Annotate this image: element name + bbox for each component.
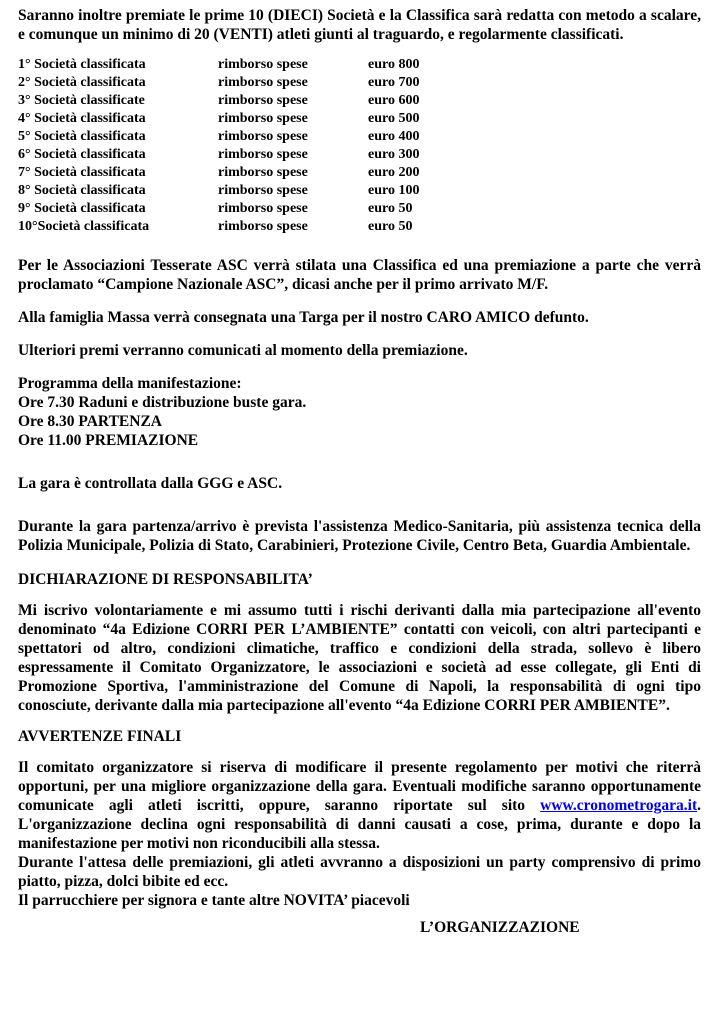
prize-row [18, 110, 701, 128]
prize-place: 4° Società classificata [18, 111, 146, 126]
prize-place: 5° Società classificata [18, 129, 146, 144]
prize-type: rimborso spese [218, 111, 308, 126]
final-text-part: Il comitato organizzatore si riserva di modificare il presente regolamento per motivi che riterrà opportuni, per una migliore organizzazione della gara. Eventuali modifiche saranno opportunamente comunicate agli atleti iscritti, oppure, saranno riportate sul sito [18, 759, 701, 814]
document-page [18, 6, 701, 937]
final-text-part: . L'organizzazione declina ogni responsabilità di danni causati a cose, prima, durante e dopo la manifestazione per motivi non riconducibili alla stessa. [18, 797, 701, 852]
family-paragraph: Alla famiglia Massa verrà consegnata una Targa per il nostro CARO AMICO defunto. [18, 309, 589, 326]
program-section [18, 374, 701, 450]
prize-amount: euro 500 [368, 111, 420, 126]
prize-place: 3° Società classificate [18, 93, 145, 108]
prize-row [18, 128, 701, 146]
website-link[interactable]: www.cronometrogara.it [540, 797, 698, 814]
prize-amount: euro 300 [368, 147, 420, 162]
declaration-heading: DICHIARAZIONE DI RESPONSABILITA’ [18, 571, 313, 588]
prize-row [18, 164, 701, 182]
final-text [18, 758, 701, 853]
prize-row [18, 146, 701, 164]
prize-row [18, 56, 701, 74]
prize-row [18, 92, 701, 110]
other-prizes-paragraph: Ulteriori premi verranno comunicati al momento della premiazione. [18, 342, 468, 359]
prize-place: 2° Società classificata [18, 75, 146, 90]
prize-amount: euro 600 [368, 93, 420, 108]
prize-table [18, 56, 701, 236]
prize-type: rimborso spese [218, 201, 308, 216]
prize-place: 6° Società classificata [18, 147, 146, 162]
prize-place: 9° Società classificata [18, 201, 146, 216]
signature: L’ORGANIZZAZIONE [420, 919, 580, 936]
prize-place: 10°Società classificata [18, 219, 150, 234]
prize-amount: euro 800 [368, 57, 420, 72]
prize-type: rimborso spese [218, 129, 308, 144]
intro-paragraph: Saranno inoltre premiate le prime 10 (DIECI) Società e la Classifica sarà redatta con metodo a scalare, e comunque un minimo di 20 (VENTI) atleti giunti al traguardo, e regolarmente classificati. [18, 7, 701, 43]
program-title: Programma della manifestazione: [18, 375, 242, 392]
prize-amount: euro 700 [368, 75, 420, 90]
declaration-text: Mi iscrivo volontariamente e mi assumo tutti i rischi derivanti dalla mia partecipazione all'evento denominato “4a Edizione CORRI PER L’AMBIENTE” contatti con veicoli, con altri partecipanti e spettatori od altro, condizioni climatiche, traffico e condizioni della strada, sollevo è libero espressamente il Comitato Organizzatore, le associazioni e società ad esse collegate, gli Enti di Promozione Sportiva, l'amministrazione del Comune di Napoli, la responsabilità di ogni tipo conosciute, derivante dalla mia partecipazione all'evento “4a Edizione CORRI PER AMBIENTE”. [18, 602, 701, 714]
prize-row [18, 74, 701, 92]
prize-type: rimborso spese [218, 165, 308, 180]
prize-type: rimborso spese [218, 57, 308, 72]
prize-row [18, 218, 701, 236]
hairdresser-paragraph: Il parrucchiere per signora e tante altre NOVITA’ piacevoli [18, 892, 410, 909]
prize-row [18, 200, 701, 218]
prize-amount: euro 200 [368, 165, 420, 180]
control-paragraph: La gara è controllata dalla GGG e ASC. [18, 475, 283, 492]
party-paragraph: Durante l'attesa delle premiazioni, gli atleti avvranno a disposizioni un party comprensivo di primo piatto, pizza, dolci bibite ed ecc. [18, 854, 701, 890]
asc-paragraph: Per le Associazioni Tesserate ASC verrà stilata una Classifica ed una premiazione a parte che verrà proclamato “Campione Nazionale ASC”, dicasi anche per il primo arrivato M/F. [18, 257, 701, 293]
prize-amount: euro 50 [368, 219, 413, 234]
prize-type: rimborso spese [218, 219, 308, 234]
prize-place: 7° Società classificata [18, 165, 146, 180]
prize-type: rimborso spese [218, 93, 308, 108]
prize-type: rimborso spese [218, 75, 308, 90]
prize-row [18, 182, 701, 200]
final-heading: AVVERTENZE FINALI [18, 728, 182, 745]
prize-place: 8° Società classificata [18, 183, 146, 198]
prize-place: 1° Società classificata [18, 57, 146, 72]
program-line: Ore 7.30 Raduni e distribuzione buste gara. [18, 394, 307, 411]
prize-amount: euro 50 [368, 201, 413, 216]
assistance-paragraph: Durante la gara partenza/arrivo è prevista l'assistenza Medico-Sanitaria, più assistenza tecnica della Polizia Municipale, Polizia di Stato, Carabinieri, Protezione Civile, Centro Beta, Guardia Ambientale. [18, 518, 701, 554]
program-line: Ore 8.30 PARTENZA [18, 413, 162, 430]
program-line: Ore 11.00 PREMIAZIONE [18, 432, 199, 449]
prize-type: rimborso spese [218, 183, 308, 198]
prize-amount: euro 400 [368, 129, 420, 144]
prize-type: rimborso spese [218, 147, 308, 162]
prize-amount: euro 100 [368, 183, 420, 198]
